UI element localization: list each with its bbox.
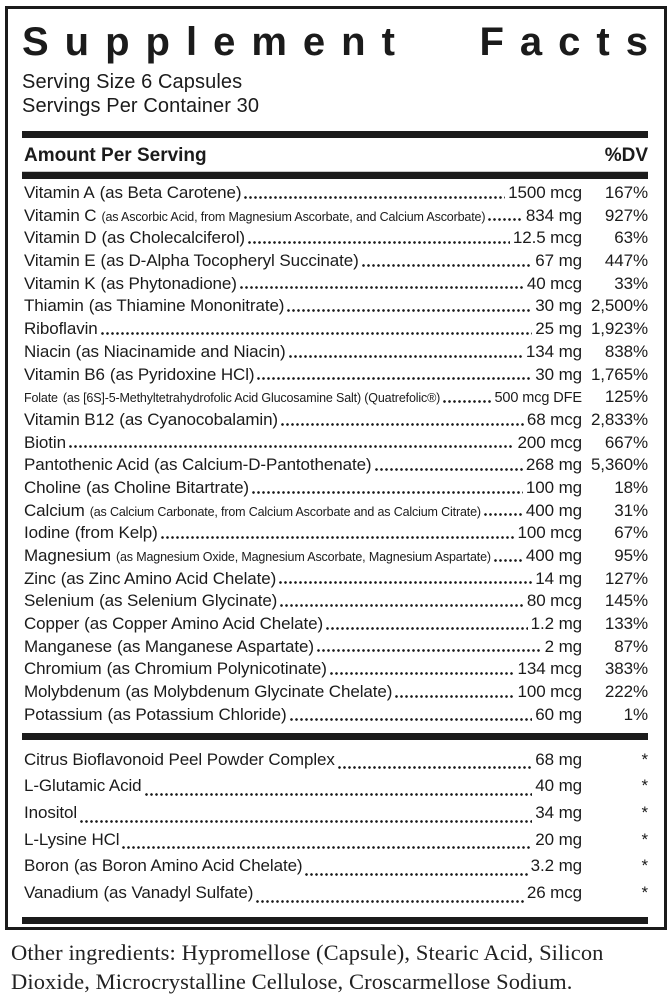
ingredient-amount: 400 mg <box>525 546 582 565</box>
ingredient-row <box>24 705 648 728</box>
ingredient-name: Pantothenic Acid <box>24 455 150 475</box>
ingredient-row <box>24 637 648 660</box>
ingredient-amount: 100 mg <box>525 477 582 497</box>
ingredient-name: Boron <box>24 856 69 876</box>
ingredient-amount: 30 mg <box>535 296 582 316</box>
ingredient-name: Vitamin B6 <box>24 364 105 384</box>
ingredient-row <box>24 591 648 614</box>
ingredient-amount: 400 mg <box>525 500 582 520</box>
ingredient-amount: 68 mcg <box>526 409 582 429</box>
ingredient-amount: 80 mcg <box>526 591 582 611</box>
ingredient-detail: (as Thiamine Mononitrate) <box>88 296 285 316</box>
ingredient-dv: 1% <box>623 704 648 724</box>
ingredient-amount: 834 mg <box>525 205 582 225</box>
ingredient-row <box>24 455 648 478</box>
serving-info <box>22 70 648 118</box>
ingredient-dv: * <box>641 829 648 849</box>
ingredient-row <box>24 342 648 365</box>
dv-column-label: %DV <box>604 145 648 166</box>
ingredient-amount: 67 mg <box>535 251 582 271</box>
ingredient-amount: 134 mcg <box>517 659 582 679</box>
ingredient-row <box>24 228 648 251</box>
ingredient-amount: 60 mg <box>535 704 582 724</box>
ingredient-dv: 2,833% <box>590 409 648 429</box>
dot-leader <box>240 286 524 289</box>
ingredient-detail: (as Selenium Glycinate) <box>99 591 278 611</box>
ingredient-detail: (as Phytonadione) <box>100 273 237 293</box>
dot-leader <box>305 873 527 876</box>
panel-title <box>22 19 664 65</box>
ingredient-name: Potassium <box>24 704 103 724</box>
serving-size: Serving Size 6 Capsules <box>22 71 243 93</box>
ingredient-dv: 67% <box>614 523 648 543</box>
dot-leader <box>375 468 523 471</box>
ingredient-name: Thiamin <box>24 296 84 316</box>
dot-leader <box>330 672 515 675</box>
ingredient-dv: 1,923% <box>590 319 648 339</box>
ingredient-amount: 30 mg <box>535 364 582 384</box>
ingredient-dv: * <box>641 856 648 876</box>
ingredient-detail: (as Calcium Carbonate, from Calcium Ascorbate and as Calcium Citrate) <box>89 504 481 519</box>
ingredient-dv: * <box>641 882 648 902</box>
dot-leader <box>290 718 533 721</box>
ingredient-row <box>24 569 648 592</box>
ingredient-name: Riboflavin <box>24 319 98 339</box>
ingredient-row <box>24 433 648 456</box>
ingredient-amount: 40 mcg <box>526 273 582 293</box>
dot-leader <box>287 309 532 312</box>
thick-divider <box>22 917 648 924</box>
ingredient-row <box>24 319 648 342</box>
ingredient-name: Niacin <box>24 341 71 361</box>
ingredient-detail: (as D-Alpha Tocopheryl Succinate) <box>100 251 359 271</box>
ingredient-dv: 145% <box>604 591 648 611</box>
dot-leader <box>484 513 523 516</box>
ingredient-name: Folate <box>24 391 58 406</box>
ingredient-row <box>24 478 648 501</box>
ingredient-name: Chromium <box>24 659 102 679</box>
ingredient-row <box>24 614 648 637</box>
ingredient-dv: * <box>641 802 648 822</box>
ingredient-dv: 33% <box>614 273 648 293</box>
ingredient-dv: 927% <box>604 205 648 225</box>
ingredient-dv: 95% <box>614 546 648 565</box>
ingredient-dv: 133% <box>604 614 648 634</box>
ingredient-detail: (as Chromium Polynicotinate) <box>106 659 327 679</box>
ingredient-dv: 31% <box>614 500 648 520</box>
dot-leader <box>443 400 491 403</box>
amount-per-serving-label: Amount Per Serving <box>24 145 207 166</box>
ingredient-detail: (as Boron Amino Acid Chelate) <box>73 856 303 876</box>
ingredient-name: L-Lysine HCl <box>24 829 120 849</box>
ingredient-name: Vitamin B12 <box>24 409 115 429</box>
ingredient-detail: (as Zinc Amino Acid Chelate) <box>60 568 277 588</box>
ingredient-detail: (as Niacinamide and Niacin) <box>75 341 286 361</box>
servings-per-container: Servings Per Container 30 <box>22 95 260 117</box>
ingredient-amount: 40 mg <box>535 776 582 796</box>
ingredient-row <box>24 546 648 569</box>
ingredient-amount: 34 mg <box>535 802 582 822</box>
supplement-facts-panel <box>5 6 667 930</box>
ingredient-name: Choline <box>24 477 81 497</box>
ingredient-row <box>24 365 648 388</box>
ingredient-dv: 18% <box>614 477 648 497</box>
dot-leader <box>494 559 523 562</box>
ingredient-detail: (as Beta Carotene) <box>99 183 242 202</box>
other-compounds-section <box>22 746 648 912</box>
ingredient-row <box>24 750 648 777</box>
ingredient-row <box>24 296 648 319</box>
ingredient-row <box>24 387 648 410</box>
ingredient-amount: 1500 mcg <box>508 183 582 202</box>
ingredient-dv: 838% <box>604 341 648 361</box>
ingredient-row <box>24 830 648 857</box>
ingredient-row <box>24 776 648 803</box>
ingredient-name: Vanadium <box>24 882 99 902</box>
ingredient-amount: 20 mg <box>535 829 582 849</box>
ingredient-row <box>24 523 648 546</box>
ingredient-name: Magnesium <box>24 546 111 565</box>
ingredient-name: Molybdenum <box>24 682 121 702</box>
other-ingredients-text: Other ingredients: Hypromellose (Capsule), Stearic Acid, Silicon Dioxide, Microcrystalline Cellulose, Croscarmellose Sodium. <box>11 940 604 994</box>
ingredient-detail: (from Kelp) <box>74 523 158 543</box>
ingredient-detail: (as Potassium Chloride) <box>107 704 287 724</box>
ingredient-dv: * <box>641 776 648 796</box>
ingredient-name: Vitamin C <box>24 205 97 225</box>
ingredient-detail: (as Molybdenum Glycinate Chelate) <box>125 682 393 702</box>
column-header <box>22 138 648 171</box>
ingredient-dv: 125% <box>604 387 648 407</box>
dot-leader <box>69 445 515 448</box>
ingredient-amount: 3.2 mg <box>530 856 582 876</box>
ingredient-dv: 87% <box>614 636 648 656</box>
ingredient-row <box>24 251 648 274</box>
ingredient-amount: 14 mg <box>535 568 582 588</box>
dot-leader <box>395 695 514 698</box>
ingredient-dv: * <box>641 749 648 769</box>
dot-leader <box>248 241 510 244</box>
dot-leader <box>338 766 533 769</box>
thick-divider <box>22 172 648 179</box>
ingredient-detail: (as Manganese Aspartate) <box>116 636 314 656</box>
ingredient-dv: 1,765% <box>590 364 648 384</box>
ingredient-amount: 100 mcg <box>517 523 582 543</box>
dot-leader <box>279 581 532 584</box>
ingredient-row <box>24 803 648 830</box>
ingredient-name: Vitamin D <box>24 228 97 248</box>
ingredient-dv: 127% <box>604 568 648 588</box>
ingredient-name: Vitamin K <box>24 273 96 293</box>
ingredient-amount: 1.2 mg <box>530 614 582 634</box>
thick-divider <box>22 131 648 138</box>
ingredient-detail: (as Copper Amino Acid Chelate) <box>84 614 324 634</box>
ingredient-amount: 25 mg <box>535 319 582 339</box>
ingredient-name: Citrus Bioflavonoid Peel Powder Complex <box>24 749 335 769</box>
dot-leader <box>80 820 532 823</box>
ingredient-row <box>24 501 648 524</box>
ingredient-row <box>24 659 648 682</box>
ingredient-name: Manganese <box>24 636 112 656</box>
thick-divider <box>22 733 648 740</box>
ingredient-name: Calcium <box>24 500 85 520</box>
ingredient-name: L-Glutamic Acid <box>24 776 142 796</box>
ingredient-amount: 200 mcg <box>517 432 582 452</box>
dot-leader <box>256 900 524 903</box>
dot-leader <box>145 793 533 796</box>
ingredient-row <box>24 682 648 705</box>
ingredient-amount: 268 mg <box>525 455 582 475</box>
ingredient-dv: 5,360% <box>590 455 648 475</box>
ingredient-amount: 12.5 mcg <box>512 228 582 248</box>
dot-leader <box>289 355 523 358</box>
ingredient-amount: 100 mcg <box>517 682 582 702</box>
dot-leader <box>280 604 524 607</box>
ingredient-dv: 63% <box>614 228 648 248</box>
ingredient-dv: 667% <box>604 432 648 452</box>
dot-leader <box>326 627 528 630</box>
ingredient-detail: (as Calcium-D-Pantothenate) <box>154 455 372 475</box>
ingredient-detail: (as Cyanocobalamin) <box>119 409 278 429</box>
ingredient-amount: 500 mcg DFE <box>494 390 582 407</box>
ingredient-amount: 134 mg <box>525 341 582 361</box>
dot-leader <box>281 423 524 426</box>
ingredient-amount: 2 mg <box>544 636 582 656</box>
vitamins-minerals-section <box>22 179 648 730</box>
ingredient-name: Vitamin A <box>24 183 95 202</box>
dot-leader <box>244 196 505 199</box>
ingredient-dv: 167% <box>604 183 648 202</box>
ingredient-dv: 222% <box>604 682 648 702</box>
ingredient-name: Biotin <box>24 432 66 452</box>
ingredient-detail: (as Vanadyl Sulfate) <box>103 882 254 902</box>
ingredient-row <box>24 856 648 883</box>
ingredient-detail: (as Ascorbic Acid, from Magnesium Ascorbate, and Calcium Ascorbate) <box>101 209 486 224</box>
dot-leader <box>362 264 533 267</box>
ingredient-detail: (as [6S]-5-Methyltetrahydrofolic Acid Glucosamine Salt) (Quatrefolic®) <box>62 391 441 406</box>
ingredient-row <box>24 206 648 229</box>
ingredient-name: Inositol <box>24 802 78 822</box>
ingredient-name: Zinc <box>24 568 56 588</box>
dot-leader <box>122 846 532 849</box>
dot-leader <box>257 377 532 380</box>
ingredient-dv: 2,500% <box>590 296 648 316</box>
ingredient-amount: 26 mcg <box>526 882 582 902</box>
dot-leader <box>488 218 523 221</box>
panel-title-word-1: Supplement <box>22 20 411 64</box>
ingredient-detail: (as Pyridoxine HCl) <box>109 364 255 384</box>
ingredient-name: Selenium <box>24 591 95 611</box>
dot-leader <box>252 491 523 494</box>
ingredient-name: Vitamin E <box>24 251 96 271</box>
dot-leader <box>161 536 515 539</box>
ingredient-detail: (as Cholecalciferol) <box>101 228 245 248</box>
dot-leader <box>317 649 542 652</box>
ingredient-row <box>24 410 648 433</box>
ingredient-dv: 383% <box>604 659 648 679</box>
ingredient-detail: (as Choline Bitartrate) <box>85 477 249 497</box>
ingredient-name: Iodine <box>24 523 70 543</box>
ingredient-row <box>24 183 648 206</box>
ingredient-row <box>24 274 648 297</box>
ingredient-row <box>24 883 648 910</box>
dot-leader <box>101 332 533 335</box>
ingredient-name: Copper <box>24 614 80 634</box>
ingredient-amount: 68 mg <box>535 749 582 769</box>
ingredient-dv: 447% <box>604 251 648 271</box>
panel-title-word-2: Facts <box>479 20 664 64</box>
ingredient-detail: (as Magnesium Oxide, Magnesium Ascorbate, Magnesium Aspartate) <box>115 550 491 564</box>
